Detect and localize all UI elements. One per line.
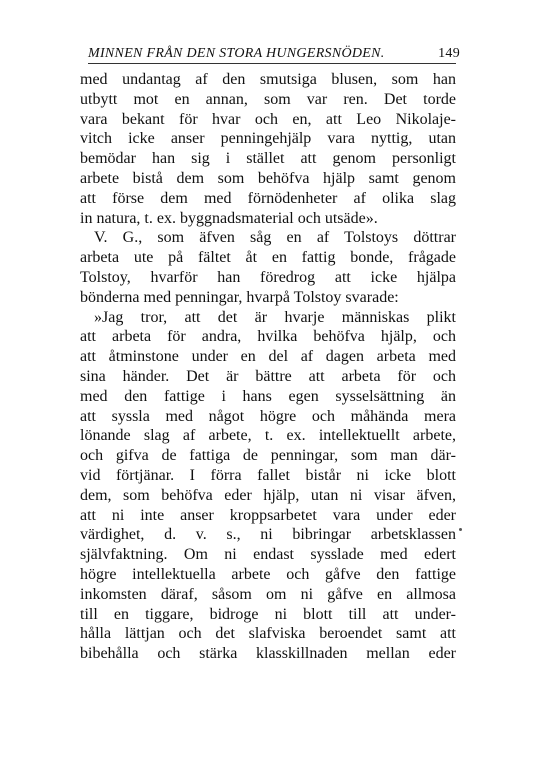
text-line: bönderna med penningar, hvarpå Tolstoy svarade: (80, 288, 399, 306)
text-line: med undantag af den smutsiga blusen, som han (80, 71, 456, 88)
text-line: in natura, t. ex. byggnadsmaterial och utsäde». (80, 209, 378, 227)
text-line: att arbeta för andra, hvilka behöfva hjälp, och (80, 328, 456, 346)
text-line: bemödar han sig i stället att genom personligt (80, 150, 456, 168)
text-line: att syssla med något högre och måhända mera (80, 407, 456, 425)
text-line: sina händer. Det är bättre att arbeta för och (80, 367, 456, 385)
text-line: att åtminstone under en del af dagen arbeta med (80, 348, 456, 366)
text-line: värdighet, d. v. s., ni bibringar arbetsklassen (80, 526, 456, 544)
text-line: V. G., som äfven såg en af Tolstoys döttrar (94, 229, 456, 247)
running-head: MINNEN FRÅN DEN STORA HUNGERSNÖDEN. (88, 46, 385, 61)
text-line: självfaktning. Om ni endast sysslade med edert (80, 546, 456, 564)
text-line: utbytt mot en annan, som var ren. Det torde (80, 90, 456, 108)
body-text (80, 70, 456, 664)
text-line: och gifva de fattiga de penningar, som man där- (80, 447, 456, 465)
text-line: bibehålla och stärka klasskillnaden mellan eder (80, 645, 456, 663)
page-number: 149 (438, 46, 460, 61)
text-line: dem, som behöfva eder hjälp, utan ni visar äfven, (80, 486, 456, 504)
text-line: arbete bistå dem som behöfva hjälp samt genom (80, 169, 456, 187)
text-line: att förse dem med förnödenheter af olika slag (80, 189, 456, 207)
text-line: högre intellektuella arbete och gåfve den fattige (80, 565, 456, 583)
text-line: inkomsten däraf, såsom om ni gåfve en allmosa (80, 585, 456, 603)
text-line: arbeta ute på fältet åt en fattig bonde, frågade (80, 249, 456, 267)
text-line: Tolstoy, hvarför han föredrog att icke hjälpa (80, 268, 456, 286)
text-line: till en tiggare, bidroge ni blott till att under- (80, 605, 456, 623)
page-header (88, 38, 460, 62)
text-line: att ni inte anser kroppsarbetet vara under eder (80, 506, 456, 524)
text-line: »Jag tror, att det är hvarje människas plikt (94, 308, 456, 326)
text-line: lönande slag af arbete, t. ex. intellektuellt arbete, (80, 427, 456, 445)
text-line: vara bekant för hvar och en, att Leo Nikolaje- (80, 110, 456, 128)
margin-dot-mark (459, 528, 462, 531)
text-line: med den fattige i hans egen sysselsättning än (80, 387, 456, 405)
text-line: vid förtjänar. I förra fallet bistår ni icke blott (80, 466, 456, 484)
text-line: hålla lättjan och det slafviska beroendet samt att (80, 625, 456, 643)
header-rule (88, 63, 456, 64)
text-line: vitch icke anser penningehjälp vara nyttig, utan (80, 130, 456, 148)
